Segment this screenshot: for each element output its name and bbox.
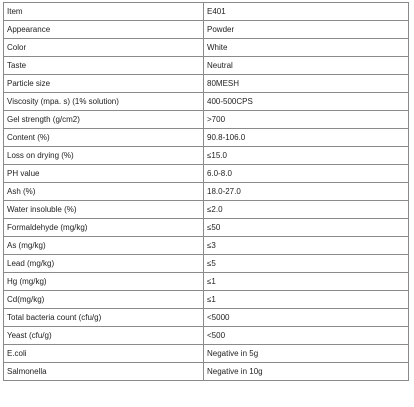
spec-value-cell: Negative in 5g — [204, 345, 409, 363]
spec-value-cell: E401 — [204, 3, 409, 21]
spec-label-cell: Formaldehyde (mg/kg) — [4, 219, 204, 237]
table-row — [4, 237, 409, 255]
spec-label-cell: Content (%) — [4, 129, 204, 147]
spec-label-cell: Hg (mg/kg) — [4, 273, 204, 291]
table-row — [4, 165, 409, 183]
table-row — [4, 129, 409, 147]
spec-value-cell: 6.0-8.0 — [204, 165, 409, 183]
spec-value-cell: 18.0-27.0 — [204, 183, 409, 201]
spec-value-cell: >700 — [204, 111, 409, 129]
spec-value-cell: ≤1 — [204, 291, 409, 309]
table-row — [4, 93, 409, 111]
table-row — [4, 309, 409, 327]
spec-label-cell: Salmonella — [4, 363, 204, 381]
spec-value-cell: White — [204, 39, 409, 57]
spec-value-cell: ≤2.0 — [204, 201, 409, 219]
specification-table — [3, 2, 409, 381]
spec-label-cell: As (mg/kg) — [4, 237, 204, 255]
spec-value-cell: <5000 — [204, 309, 409, 327]
spec-label-cell: PH value — [4, 165, 204, 183]
table-row — [4, 75, 409, 93]
table-row — [4, 21, 409, 39]
spec-label-cell: Ash (%) — [4, 183, 204, 201]
table-row — [4, 273, 409, 291]
spec-value-cell: ≤1 — [204, 273, 409, 291]
spec-label-cell: Particle size — [4, 75, 204, 93]
table-row — [4, 57, 409, 75]
spec-value-cell: Powder — [204, 21, 409, 39]
spec-value-cell: Neutral — [204, 57, 409, 75]
spec-label-cell: Lead (mg/kg) — [4, 255, 204, 273]
table-row — [4, 201, 409, 219]
spec-value-cell: ≤5 — [204, 255, 409, 273]
spec-value-cell: 400-500CPS — [204, 93, 409, 111]
table-row — [4, 147, 409, 165]
table-row — [4, 255, 409, 273]
table-row — [4, 183, 409, 201]
table-row — [4, 219, 409, 237]
spec-label-cell: Color — [4, 39, 204, 57]
table-row — [4, 3, 409, 21]
specification-table-body — [4, 3, 409, 381]
spec-value-cell: Negative in 10g — [204, 363, 409, 381]
spec-value-cell: 80MESH — [204, 75, 409, 93]
table-row — [4, 345, 409, 363]
spec-label-cell: Item — [4, 3, 204, 21]
spec-label-cell: Yeast (cfu/g) — [4, 327, 204, 345]
spec-label-cell: Appearance — [4, 21, 204, 39]
spec-value-cell: ≤15.0 — [204, 147, 409, 165]
table-row — [4, 363, 409, 381]
spec-label-cell: E.coli — [4, 345, 204, 363]
table-row — [4, 327, 409, 345]
spec-label-cell: Cd(mg/kg) — [4, 291, 204, 309]
spec-label-cell: Viscosity (mpa. s) (1% solution) — [4, 93, 204, 111]
table-row — [4, 111, 409, 129]
spec-value-cell: ≤50 — [204, 219, 409, 237]
spec-label-cell: Loss on drying (%) — [4, 147, 204, 165]
spec-label-cell: Gel strength (g/cm2) — [4, 111, 204, 129]
spec-value-cell: 90.8-106.0 — [204, 129, 409, 147]
spec-label-cell: Total bacteria count (cfu/g) — [4, 309, 204, 327]
spec-value-cell: ≤3 — [204, 237, 409, 255]
spec-value-cell: <500 — [204, 327, 409, 345]
spec-label-cell: Taste — [4, 57, 204, 75]
table-row — [4, 291, 409, 309]
spec-label-cell: Water insoluble (%) — [4, 201, 204, 219]
table-row — [4, 39, 409, 57]
